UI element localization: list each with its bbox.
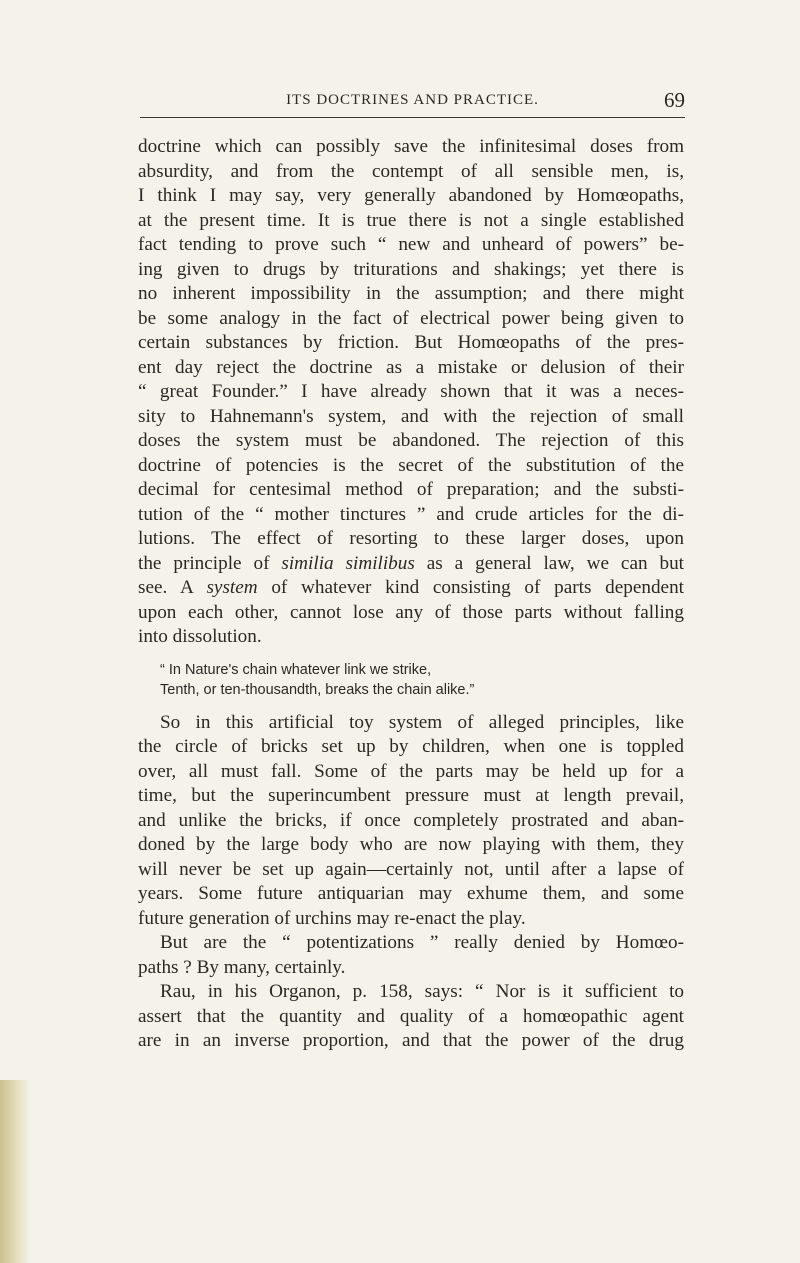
italic-word: system (206, 577, 258, 598)
text-line: are in an inverse proportion, and that the power of the drug (138, 1030, 684, 1051)
text-line: ing given to drugs by triturations and shakings; yet there is (138, 258, 684, 280)
text-line: assert that the quantity and quality of a homœopathic agent (138, 1005, 684, 1027)
text-line: absurdity, and from the contempt of all sensible men, is, (138, 160, 684, 182)
paragraph-1 (138, 135, 684, 650)
text-line: into dissolution. (138, 626, 262, 647)
text-segment: see. A (138, 577, 207, 598)
text-line: fact tending to prove such “ new and unheard of powers” be- (138, 234, 684, 255)
text-line: Rau, in his Organon, p. 158, says: “ Nor is it sufficient to (160, 981, 684, 1002)
text-line: ent day reject the doctrine as a mistake or delusion of their (138, 356, 684, 378)
paragraph-2 (138, 711, 684, 932)
text-line: years. Some future antiquarian may exhume them, and some (138, 883, 684, 904)
quote-line: Tenth, or ten-thousandth, breaks the chain alike.” (160, 681, 475, 698)
page-number: 69 (664, 88, 685, 112)
text-line: sity to Hahnemann's system, and with the rejection of small (138, 405, 684, 427)
text-line: no inherent impossibility in the assumption; and there might (138, 283, 684, 304)
text-line: and unlike the bricks, if once completely prostrated and aban- (138, 809, 684, 831)
text-line: be some analogy in the fact of electrical power being given to (138, 307, 684, 329)
text-line: over, all must fall. Some of the parts may be held up for a (138, 760, 684, 782)
text-line (138, 576, 684, 601)
text-line: doctrine of potencies is the secret of the substitution of the (138, 454, 684, 476)
text-line: paths ? By many, certainly. (138, 956, 346, 978)
text-line: decimal for centesimal method of preparation; and the substi- (138, 479, 684, 500)
text-line: at the present time. It is true there is not a single established (138, 209, 684, 231)
text-segment: of whatever kind consisting of parts dependent (257, 577, 684, 598)
text-line: doses the system must be abandoned. The rejection of this (138, 430, 684, 451)
italic-phrase: similia similibus (281, 552, 415, 574)
header-rule (140, 117, 685, 118)
text-line: future generation of urchins may re-enact the play. (138, 907, 526, 929)
verse-quote (138, 660, 684, 700)
text-line: “ great Founder.” I have already shown that it was a neces- (138, 381, 684, 402)
paragraph-4 (138, 980, 684, 1054)
text-line: lutions. The effect of resorting to these larger doses, upon (138, 528, 684, 549)
text-line: certain substances by friction. But Homœopaths of the pres- (138, 332, 684, 353)
body-text (138, 135, 684, 1054)
text-line: doned by the large body who are now playing with them, they (138, 834, 684, 855)
text-line: So in this artificial toy system of alleged principles, like (160, 711, 684, 733)
page-header (140, 88, 685, 114)
text-line: will never be set up again—certainly not, until after a lapse of (138, 858, 684, 880)
text-line: time, but the superincumbent pressure must at length prevail, (138, 785, 684, 806)
text-line: doctrine which can possibly save the infinitesimal doses from (138, 136, 684, 157)
text-line: But are the “ potentizations ” really denied by Homœo- (160, 932, 684, 953)
text-line: the circle of bricks set up by children, when one is toppled (138, 736, 684, 757)
quote-line: “ In Nature's chain whatever link we strike, (160, 661, 432, 678)
text-line: upon each other, cannot lose any of those parts without falling (138, 601, 684, 623)
text-line: I think I may say, very generally abandoned by Homœopaths, (138, 185, 684, 206)
text-segment: as a general law, we can but (414, 552, 684, 574)
paragraph-3 (138, 931, 684, 980)
text-segment: the principle of (138, 552, 282, 574)
binding-edge (0, 1080, 30, 1263)
running-head: ITS DOCTRINES AND PRACTICE. (286, 92, 539, 108)
text-line: tution of the “ mother tinctures ” and crude articles for the di- (138, 503, 684, 525)
text-line (138, 552, 684, 577)
